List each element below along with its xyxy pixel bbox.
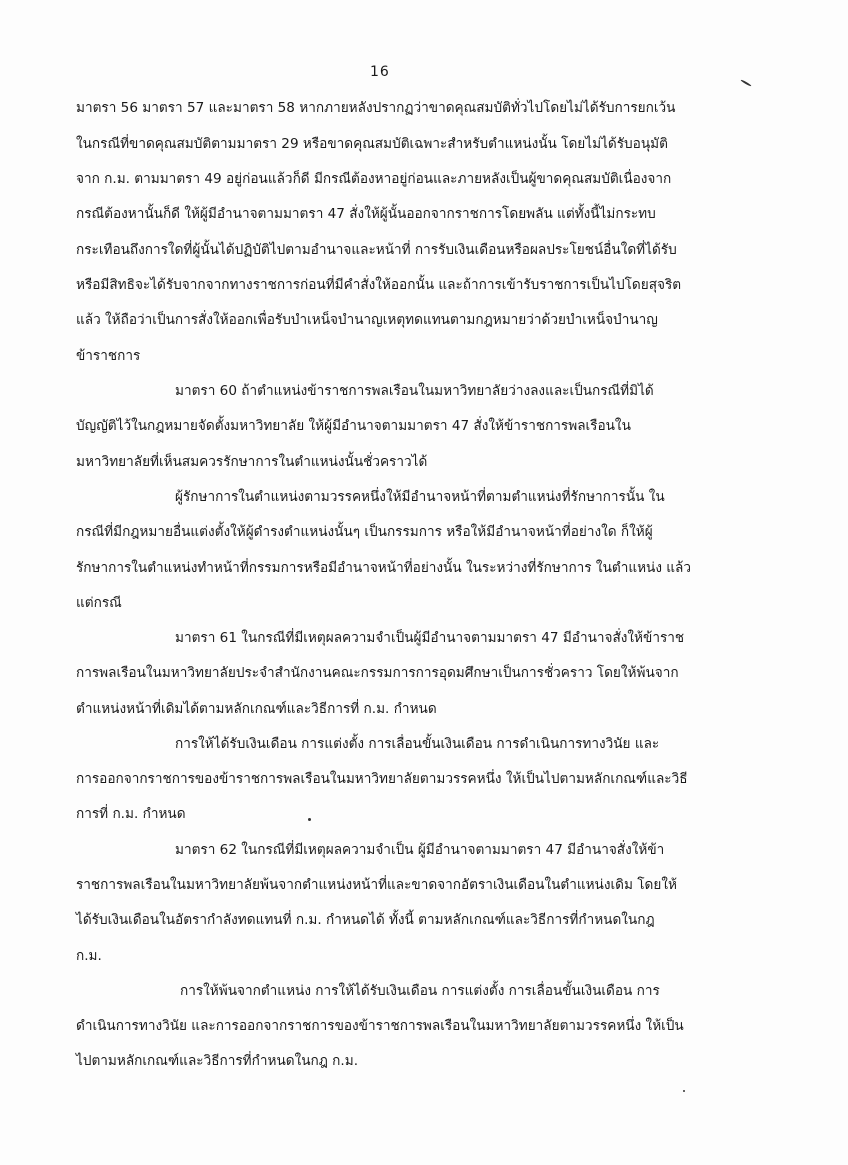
text-line: ในกรณีที่ขาดคุณสมบัติตามมาตรา 29 หรือขาดคุณสมบัติเฉพาะสำหรับตำแหน่งนั้น โดยไม่ได้รับอนุมัติ	[76, 136, 668, 152]
text-line: กระเทือนถึงการใดที่ผู้นั้นได้ปฏิบัติไปตามอำนาจและหน้าที่ การรับเงินเดือนหรือผลประโยชน์อื่นใดที่ได้รับ	[76, 242, 677, 258]
text-line: ไปตามหลักเกณฑ์และวิธีการที่กำหนดในกฎ ก.ม.	[76, 1053, 359, 1069]
text-line: การออกจากราชการของข้าราชการพลเรือนในมหาวิทยาลัยตามวรรคหนึ่ง ให้เป็นไปตามหลักเกณฑ์และวิธี	[76, 771, 688, 787]
page-number: 16	[370, 64, 390, 80]
text-line: การที่ ก.ม. กำหนด	[76, 806, 186, 822]
text-line: มาตรา 56 มาตรา 57 และมาตรา 58 หากภายหลังปรากฏว่าขาดคุณสมบัติทั่วไปโดยไม่ได้รับการยกเว้น	[76, 100, 676, 116]
text-line: การพลเรือนในมหาวิทยาลัยประจำสำนักงานคณะกรรมการการอุดมศึกษาเป็นการชั่วคราว โดยให้พ้นจาก	[76, 665, 679, 681]
text-line: จาก ก.ม. ตามมาตรา 49 อยู่ก่อนแล้วก็ดี มีกรณีต้องหาอยู่ก่อนและภายหลังเป็นผู้ขาดคุณสมบัติเนื่องจาก	[76, 171, 672, 187]
scan-dot	[683, 1090, 685, 1092]
text-line: มาตรา 61 ในกรณีที่มีเหตุผลความจำเป็นผู้มีอำนาจตามมาตรา 47 มีอำนาจสั่งให้ข้าราช	[175, 630, 685, 646]
text-line: แต่กรณี	[76, 595, 122, 611]
scan-mark	[740, 79, 751, 87]
text-line: ผู้รักษาการในตำแหน่งตามวรรคหนึ่งให้มีอำนาจหน้าที่ตามตำแหน่งที่รักษาการนั้น ใน	[175, 489, 665, 505]
text-line: มหาวิทยาลัยที่เห็นสมควรรักษาการในตำแหน่งนั้นชั่วคราวได้	[76, 454, 428, 470]
text-line: กรณีที่มีกฎหมายอื่นแต่งตั้งให้ผู้ดำรงตำแหน่งนั้นๆ เป็นกรรมการ หรือให้มีอำนาจหน้าที่อย่างใด ก็ให้ผู้	[76, 524, 653, 540]
text-line: มาตรา 60 ถ้าตำแหน่งข้าราชการพลเรือนในมหาวิทยาลัยว่างลงและเป็นกรณีที่มิได้	[175, 383, 654, 399]
scan-dot	[308, 818, 311, 821]
text-line: ราชการพลเรือนในมหาวิทยาลัยพ้นจากตำแหน่งหน้าที่และขาดจากอัตราเงินเดือนในตำแหน่งเดิม โดยให้	[76, 877, 677, 893]
text-line: ข้าราชการ	[76, 348, 141, 364]
text-line: บัญญัติไว้ในกฎหมายจัดตั้งมหาวิทยาลัย ให้ผู้มีอำนาจตามมาตรา 47 สั่งให้ข้าราชการพลเรือนใน	[76, 418, 631, 434]
text-line: ดำเนินการทางวินัย และการออกจากราชการของข้าราชการพลเรือนในมหาวิทยาลัยตามวรรคหนึ่ง ให้เป็น	[76, 1018, 684, 1034]
text-line: มาตรา 62 ในกรณีที่มีเหตุผลความจำเป็น ผู้มีอำนาจตามมาตรา 47 มีอำนาจสั่งให้ข้า	[175, 842, 665, 858]
text-line: ตำแหน่งหน้าที่เดิมได้ตามหลักเกณฑ์และวิธีการที่ ก.ม. กำหนด	[76, 701, 437, 717]
text-line: แล้ว ให้ถือว่าเป็นการสั่งให้ออกเพื่อรับบำเหน็จบำนาญเหตุทดแทนตามกฎหมายว่าด้วยบำเหน็จบำนาญ	[76, 312, 658, 328]
text-line: ได้รับเงินเดือนในอัตรากำลังทดแทนที่ ก.ม. กำหนดได้ ทั้งนี้ ตามหลักเกณฑ์และวิธีการที่กำหนดในกฎ	[76, 912, 655, 928]
text-line: รักษาการในตำแหน่งทำหน้าที่กรรมการหรือมีอำนาจหน้าที่อย่างนั้น ในระหว่างที่รักษาการ ในตำแหน่ง แล้ว	[76, 560, 692, 576]
text-line: หรือมีสิทธิจะได้รับจากจากทางราชการก่อนที่มีคำสั่งให้ออกนั้น และถ้าการเข้ารับราชการเป็นไปโดยสุจริต	[76, 277, 682, 293]
text-line: กรณีต้องหานั้นก็ดี ให้ผู้มีอำนาจตามมาตรา 47 สั่งให้ผู้นั้นออกจากราชการโดยพลัน แต่ทั้งนี้ไม่กระทบ	[76, 206, 656, 222]
text-line: การให้ได้รับเงินเดือน การแต่งตั้ง การเลื่อนขั้นเงินเดือน การดำเนินการทางวินัย และ	[175, 736, 660, 752]
text-line: การให้พ้นจากตำแหน่ง การให้ได้รับเงินเดือน การแต่งตั้ง การเลื่อนขั้นเงินเดือน การ	[180, 983, 660, 999]
text-line: ก.ม.	[76, 948, 102, 964]
